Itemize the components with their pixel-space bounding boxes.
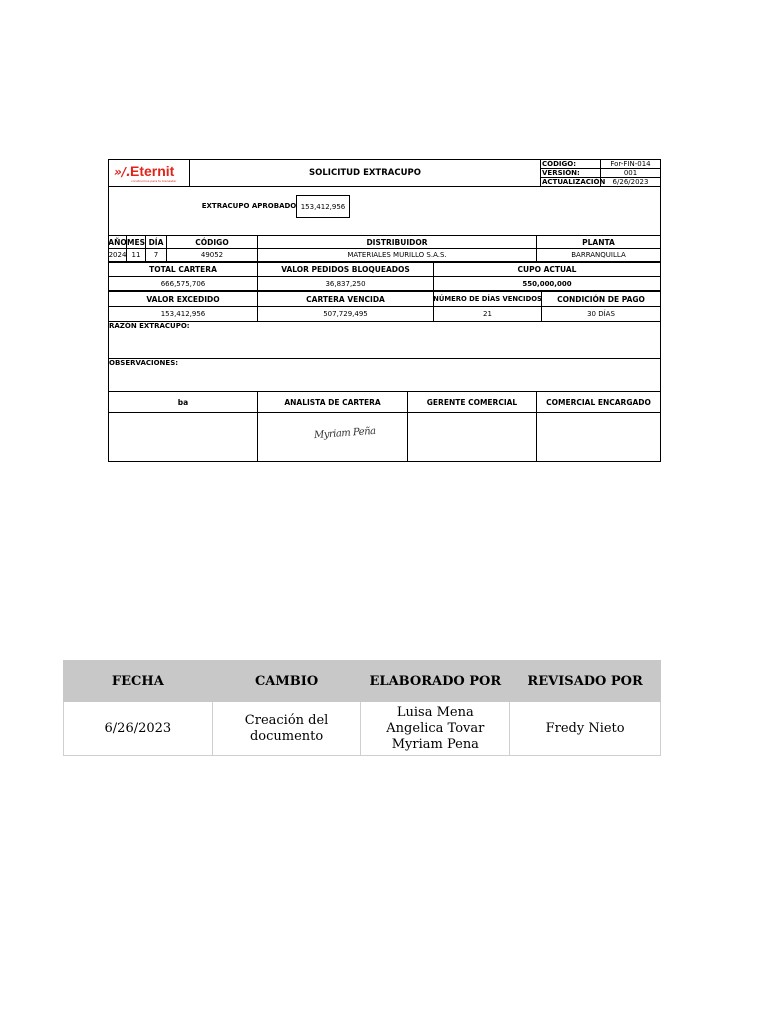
- exceeded-value: 153,412,956: [108, 306, 258, 322]
- col-prepared-by: ELABORADO POR: [361, 661, 510, 702]
- sig-cell-analyst: [257, 412, 408, 462]
- col-date: FECHA: [64, 661, 213, 702]
- eternit-logo-icon: »/.: [114, 165, 131, 179]
- table-row: [64, 702, 661, 756]
- hdr-year: AÑO: [108, 235, 127, 249]
- hdr-month: MES: [126, 235, 146, 249]
- change-description: Creación del documento: [212, 702, 361, 756]
- code-value: 49052: [166, 248, 258, 262]
- handwritten-signature: Myriam Peña: [313, 425, 376, 442]
- blocked-orders-value: 36,837,250: [257, 276, 434, 291]
- logo-cell: [108, 159, 190, 187]
- col-reviewed-by: REVISADO POR: [510, 661, 661, 702]
- change-log-header-row: [64, 661, 661, 702]
- approved-value: 153,412,956: [296, 195, 350, 218]
- change-log-table: [63, 660, 661, 756]
- total-portfolio-value: 666,575,706: [108, 276, 258, 291]
- hdr-overdue: CARTERA VENCIDA: [257, 291, 434, 307]
- meta-version-label: VERSIÓN:: [540, 168, 601, 178]
- author-2: Angelica Tovar: [386, 720, 485, 736]
- month-value: 11: [126, 248, 146, 262]
- observations-box: [108, 358, 661, 392]
- observations-label: OBSERVACIONES:: [109, 359, 179, 367]
- meta-version-value: 001: [600, 168, 661, 178]
- request-form: [108, 159, 661, 462]
- sig-hdr-manager: GERENTE COMERCIAL: [407, 391, 537, 413]
- hdr-distributor: DISTRIBUIDOR: [257, 235, 537, 249]
- logo-text: Eternit: [130, 163, 175, 179]
- change-authors: [361, 702, 510, 756]
- current-quota-value: 550,000,000: [433, 276, 661, 291]
- col-change: CAMBIO: [212, 661, 361, 702]
- sig-hdr-analyst: ANALISTA DE CARTERA: [257, 391, 408, 413]
- author-3: Myriam Pena: [391, 736, 479, 752]
- sig-hdr-commercial: COMERCIAL ENCARGADO: [536, 391, 661, 413]
- hdr-plant: PLANTA: [536, 235, 661, 249]
- meta-update-value: 6/26/2023: [600, 177, 661, 187]
- hdr-overdue-days: NÚMERO DE DÍAS VENCIDOS: [433, 291, 542, 307]
- payment-condition-value: 30 DÍAS: [541, 306, 661, 322]
- overdue-value: 507,729,495: [257, 306, 434, 322]
- hdr-current-quota: CUPO ACTUAL: [433, 262, 661, 277]
- form-title: SOLICITUD EXTRACUPO: [189, 159, 541, 187]
- year-value: 2024: [108, 248, 127, 262]
- logo-tagline: construimos para tu bienestar: [131, 179, 177, 183]
- sig-cell-ba: [108, 412, 258, 462]
- change-date: 6/26/2023: [64, 702, 213, 756]
- day-value: 7: [145, 248, 167, 262]
- hdr-payment-condition: CONDICIÓN DE PAGO: [541, 291, 661, 307]
- hdr-total-portfolio: TOTAL CARTERA: [108, 262, 258, 277]
- hdr-day: DÍA: [145, 235, 167, 249]
- meta-code-value: For-FIN-014: [600, 159, 661, 169]
- meta-update-label: ACTUALIZACIÓN: [542, 178, 606, 186]
- approved-label: EXTRACUPO APROBADO: [201, 202, 297, 210]
- author-1: Luisa Mena: [396, 704, 474, 720]
- sig-cell-manager: [407, 412, 537, 462]
- sig-hdr-ba: ba: [108, 391, 258, 413]
- hdr-blocked-orders: VALOR PEDIDOS BLOQUEADOS: [257, 262, 434, 277]
- hdr-code: CÓDIGO: [166, 235, 258, 249]
- change-reviewer: Fredy Nieto: [510, 702, 661, 756]
- hdr-exceeded: VALOR EXCEDIDO: [108, 291, 258, 307]
- overdue-days-value: 21: [433, 306, 542, 322]
- plant-value: BARRANQUILLA: [536, 248, 661, 262]
- meta-code-label: CÓDIGO:: [540, 159, 601, 169]
- reason-box: [108, 321, 661, 359]
- reason-label: RAZÓN EXTRACUPO:: [109, 322, 190, 330]
- distributor-value: MATERIALES MURILLO S.A.S.: [257, 248, 537, 262]
- sig-cell-commercial: [536, 412, 661, 462]
